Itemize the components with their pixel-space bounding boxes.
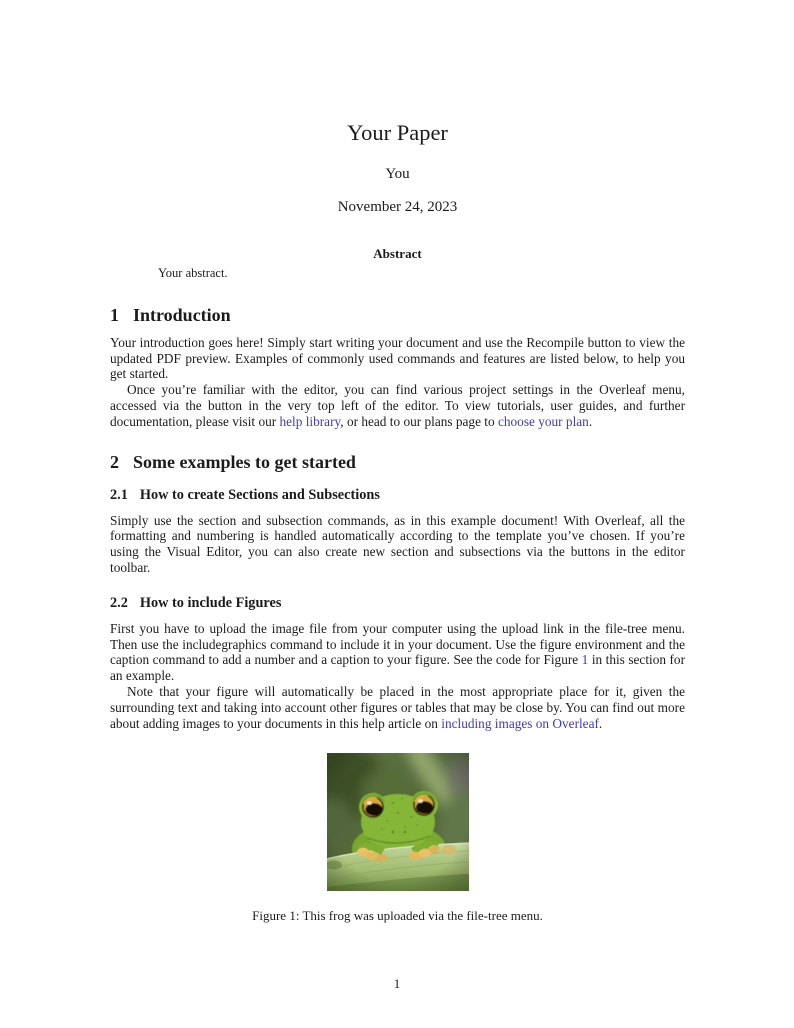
frog-photo-image: [327, 753, 469, 891]
section-number: 2: [110, 451, 119, 472]
text-run: Note that your figure will automatically be placed in the most appropriate place for it, given the surrounding text and taking into account other figures or tables that may be close by. You can find out more about adding images to your documents in this help article on: [110, 684, 685, 731]
subsection-number: 2.1: [110, 486, 128, 503]
subsection-heading-figures: [110, 594, 685, 612]
abstract-heading: Abstract: [373, 246, 422, 261]
paragraph: [110, 513, 685, 576]
subsection-title: How to include Figures: [139, 594, 282, 611]
text-run: First you have to upload the image file from your computer using the upload link in the file-tree menu. Then use the includegraphics command to include it in your document. Use the figure environment and the caption command to add a number and a caption to your figure. See the code for Figure: [110, 620, 685, 668]
paper-author: You: [385, 166, 410, 182]
text-run: , or head to our plans page to: [340, 413, 498, 429]
section-heading-introduction: [110, 304, 685, 326]
section-number: 1: [110, 304, 119, 325]
abstract-text: Your abstract.: [158, 266, 228, 281]
paragraph: [110, 335, 685, 382]
link-figure-1-ref[interactable]: 1: [581, 652, 589, 668]
text-run: .: [598, 715, 603, 731]
page-number: 1: [393, 976, 401, 991]
link-choose-your-plan[interactable]: choose your plan: [497, 413, 589, 429]
text-run: Simply use the section and subsection commands, as in this example document! With Overleaf, all the formatting and numbering is handled automatically according to the template you’ve chosen. If you’re using the Visual Editor, you can also create new section and subsections via the buttons in the editor toolbar.: [110, 512, 685, 576]
paper-date: November 24, 2023: [337, 199, 458, 215]
paragraph: [110, 621, 685, 684]
section-title: Some examples to get started: [133, 451, 356, 472]
text-run: Your introduction goes here! Simply start writing your document and use the Recompile button to view the updated PDF preview. Examples of commonly used commands and features are listed below, to help you get started.: [110, 334, 685, 382]
link-help-library[interactable]: help library: [279, 413, 341, 429]
text-run: .: [588, 413, 593, 429]
text-run: in this section for an example.: [110, 652, 685, 684]
subsection-heading-sections: [110, 486, 685, 504]
subsection-title: How to create Sections and Subsections: [139, 486, 380, 503]
figure-caption: Figure 1: This frog was uploaded via the file-tree menu.: [252, 908, 543, 924]
link-including-images-on-overleaf[interactable]: including images on Overleaf: [441, 715, 599, 731]
figure-1: [110, 753, 685, 924]
text-column: [110, 0, 685, 925]
paper-title: Your Paper: [347, 120, 448, 145]
text-run: Once you’re familiar with the editor, you can find various project settings in the Overleaf menu, accessed via the button in the very top left of the editor. To view tutorials, user guides, and further documentation, please visit our: [110, 382, 685, 429]
section-heading-examples: [110, 451, 685, 473]
paragraph: [110, 382, 685, 429]
subsection-number: 2.2: [110, 594, 128, 611]
paragraph: [110, 684, 685, 731]
section-title: Introduction: [133, 304, 231, 325]
